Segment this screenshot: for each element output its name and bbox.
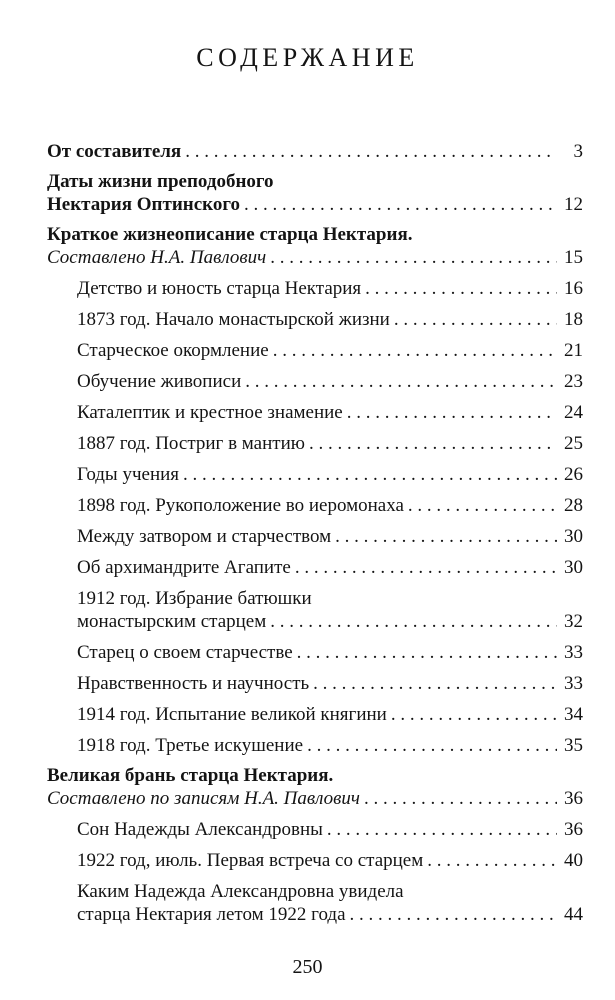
toc-entry-line bbox=[77, 308, 583, 331]
toc-entry-line bbox=[77, 463, 583, 486]
toc-subsection-entry bbox=[47, 672, 583, 695]
toc-subsection-entry bbox=[47, 734, 583, 757]
toc-page-number: 26 bbox=[564, 464, 583, 485]
toc-section-entry bbox=[47, 764, 583, 810]
toc-entry-title: Нравственность и научность bbox=[77, 673, 310, 694]
toc-entry-title: Старческое окормление bbox=[77, 340, 269, 361]
dot-leader bbox=[307, 734, 557, 757]
toc-page-number: 44 bbox=[564, 904, 583, 925]
toc-subsection-entry bbox=[47, 308, 583, 331]
toc-subsection-entry bbox=[47, 880, 583, 926]
toc-entry-title: Составлено по записям Н.А. Павлович bbox=[47, 788, 360, 809]
toc-entry-line bbox=[77, 703, 583, 726]
toc-page-number: 36 bbox=[564, 788, 583, 809]
toc-entry-title: 1914 год. Испытание великой княгини bbox=[77, 704, 387, 725]
toc-page-number: 12 bbox=[564, 194, 583, 215]
toc-entry-line bbox=[77, 494, 583, 517]
toc-entry-line bbox=[77, 849, 583, 872]
dot-leader bbox=[364, 787, 557, 810]
toc-entry-title: Нектария Оптинского bbox=[47, 194, 241, 215]
toc-subsection-entry bbox=[47, 703, 583, 726]
dot-leader bbox=[270, 610, 557, 633]
toc-entry-title: Каталептик и крестное знамение bbox=[77, 402, 343, 423]
toc-entry-title: От составителя bbox=[47, 141, 182, 162]
toc-entry-line bbox=[77, 339, 583, 362]
toc-page-number: 32 bbox=[564, 611, 583, 632]
dot-leader bbox=[347, 401, 557, 424]
dot-leader bbox=[185, 140, 557, 163]
toc-entry-line bbox=[77, 818, 583, 841]
toc-page-number: 35 bbox=[564, 735, 583, 756]
toc-entry-title-line: Краткое жизнеописание старца Нектария. bbox=[47, 224, 413, 245]
toc-entry-title: монастырским старцем bbox=[77, 611, 267, 632]
dot-leader bbox=[309, 432, 557, 455]
toc-entry-line bbox=[47, 193, 583, 216]
toc-subsection-entry bbox=[47, 277, 583, 300]
toc-entry-title: 1918 год. Третье искушение bbox=[77, 735, 304, 756]
dot-leader bbox=[391, 703, 557, 726]
toc-entry-title: Годы учения bbox=[77, 464, 180, 485]
toc-subsection-entry bbox=[47, 463, 583, 486]
toc-page-number: 40 bbox=[564, 850, 583, 871]
table-of-contents bbox=[47, 140, 583, 926]
toc-entry-title: Старец о своем старчестве bbox=[77, 642, 293, 663]
dot-leader bbox=[365, 277, 557, 300]
toc-page-number: 30 bbox=[564, 526, 583, 547]
toc-entry-title: Обучение живописи bbox=[77, 371, 242, 392]
toc-entry-title: 1898 год. Рукоположение во иеромонаха bbox=[77, 495, 404, 516]
toc-subsection-entry bbox=[47, 818, 583, 841]
toc-entry-title: Составлено Н.А. Павлович bbox=[47, 247, 267, 268]
toc-subsection-entry bbox=[47, 587, 583, 633]
dot-leader bbox=[335, 525, 557, 548]
dot-leader bbox=[295, 556, 557, 579]
dot-leader bbox=[270, 246, 557, 269]
dot-leader bbox=[183, 463, 557, 486]
page-number: 250 bbox=[292, 956, 323, 978]
toc-page-number: 23 bbox=[564, 371, 583, 392]
toc-page-number: 25 bbox=[564, 433, 583, 454]
dot-leader bbox=[394, 308, 557, 331]
toc-entry-title: Сон Надежды Александровны bbox=[77, 819, 323, 840]
dot-leader bbox=[244, 193, 557, 216]
dot-leader bbox=[408, 494, 557, 517]
toc-entry-title: Об архимандрите Агапите bbox=[77, 557, 291, 578]
toc-entry-line bbox=[77, 556, 583, 579]
toc-entry-line bbox=[47, 140, 583, 163]
toc-entry-title: 1887 год. Постриг в мантию bbox=[77, 433, 305, 454]
toc-page-number: 33 bbox=[564, 673, 583, 694]
toc-entry-line bbox=[77, 432, 583, 455]
dot-leader bbox=[427, 849, 557, 872]
toc-subsection-entry bbox=[47, 641, 583, 664]
toc-page-number: 36 bbox=[564, 819, 583, 840]
toc-section-entry bbox=[47, 223, 583, 269]
toc-subsection-entry bbox=[47, 494, 583, 517]
toc-entry-line bbox=[77, 610, 583, 633]
toc-entry-line bbox=[77, 277, 583, 300]
toc-page-number: 34 bbox=[564, 704, 583, 725]
toc-subsection-entry bbox=[47, 556, 583, 579]
dot-leader bbox=[327, 818, 557, 841]
toc-subsection-entry bbox=[47, 849, 583, 872]
toc-subsection-entry bbox=[47, 525, 583, 548]
toc-page-number: 15 bbox=[564, 247, 583, 268]
toc-entry-line bbox=[47, 246, 583, 269]
toc-entry-line bbox=[77, 641, 583, 664]
toc-entry-title: старца Нектария летом 1922 года bbox=[77, 904, 346, 925]
toc-entry-title: Детство и юность старца Нектария bbox=[77, 278, 362, 299]
toc-subsection-entry bbox=[47, 370, 583, 393]
toc-entry-line bbox=[77, 903, 583, 926]
toc-entry-line bbox=[47, 787, 583, 810]
toc-subsection-entry bbox=[47, 432, 583, 455]
toc-entry-title-line: Великая брань старца Нектария. bbox=[47, 765, 334, 786]
dot-leader bbox=[297, 641, 557, 664]
dot-leader bbox=[350, 903, 557, 926]
toc-entry-line bbox=[77, 401, 583, 424]
toc-entry-title-line: 1912 год. Избрание батюшки bbox=[77, 588, 312, 609]
toc-page-number: 28 bbox=[564, 495, 583, 516]
toc-page-number: 24 bbox=[564, 402, 583, 423]
toc-section-entry bbox=[47, 170, 583, 216]
toc-entry-line bbox=[77, 672, 583, 695]
dot-leader bbox=[313, 672, 557, 695]
toc-page-number: 33 bbox=[564, 642, 583, 663]
toc-entry-title: Между затвором и старчеством bbox=[77, 526, 332, 547]
toc-entry-line bbox=[77, 734, 583, 757]
dot-leader bbox=[245, 370, 557, 393]
toc-section-entry bbox=[47, 140, 583, 163]
toc-subsection-entry bbox=[47, 339, 583, 362]
toc-entry-title-line: Каким Надежда Александровна увидела bbox=[77, 881, 404, 902]
toc-entry-line bbox=[77, 525, 583, 548]
toc-page-number: 3 bbox=[573, 141, 583, 162]
toc-entry-title: 1873 год. Начало монастырской жизни bbox=[77, 309, 390, 330]
toc-page-number: 30 bbox=[564, 557, 583, 578]
toc-entry-title: 1922 год, июль. Первая встреча со старцем bbox=[77, 850, 424, 871]
dot-leader bbox=[273, 339, 557, 362]
toc-entry-title-line: Даты жизни преподобного bbox=[47, 171, 274, 192]
toc-entry-line bbox=[77, 370, 583, 393]
toc-page-number: 21 bbox=[564, 340, 583, 361]
page-title: СОДЕРЖАНИЕ bbox=[196, 43, 419, 72]
toc-subsection-entry bbox=[47, 401, 583, 424]
toc-page-number: 18 bbox=[564, 309, 583, 330]
toc-page-number: 16 bbox=[564, 278, 583, 299]
